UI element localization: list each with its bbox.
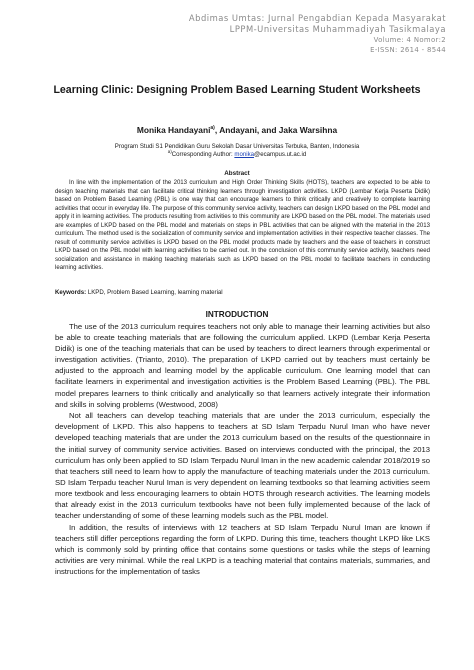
corresponding-author <box>40 151 434 159</box>
author-list <box>40 124 434 136</box>
paper-title: Learning Clinic: Designing Problem Based Learning Student Worksheets <box>53 84 421 96</box>
paragraph: The use of the 2013 curriculum requires teachers not only able to manage their learning activities but also be able to create teaching materials that are following the curriculum applied. LKPD (Lembar Kerja Peserta Didik) is one of the teaching materials that can be used by teachers to direct learners through experimental or investigation activities. (Trianto, 2010). The preparation of LKPD carried out by teachers must certainly be adjusted to the approach and learning model by the applicable curriculum. One learning model that can facilitate learners in experimental and investigation activities is the Problem Based Learning (PBL). The PBL model prepares learners to think critically and analytically so that learners actively integrate their information and skills in solving problems (Westwood, 2008) <box>55 322 430 409</box>
journal-name: Abdimas Umtas: Jurnal Pengabdian Kepada Masyarakat <box>188 13 446 23</box>
email-link[interactable]: monika <box>234 151 255 159</box>
email-domain: @ecampus.ut.ac.id <box>254 151 307 159</box>
author-1: Monika Handayani <box>136 125 211 135</box>
paragraph: In addition, the results of interviews with 12 teachers at SD Islam Terpadu Nurul Iman are known if teachers still differ perceptions regarding the form of LKPD. During this time, teachers thought LKPD like LKS which is commonly sold by printing office that contains some questions or tasks while the steps of learning activities are very minimal. While the real LKPD is a teaching material that contains materials, summaries, and instructions for the implementation of tasks <box>55 522 430 577</box>
corr-label: Corresponding Author: <box>171 151 235 159</box>
other-authors: , Andayani, and Jaka Warsihna <box>214 125 338 135</box>
affiliation-block <box>40 143 434 160</box>
paragraph: Not all teachers can develop teaching materials that are under the 2013 curriculum, especially the development of LKPD. This also happens to teachers at SD Islam Terpadu Nurul Iman who have never developed teaching materials that are under the 2013 curriculum based on the results of the questionnaire in the initial survey of community service activities. Based on interviews conducted with the principal, the 2013 curriculum has only been applied to SD Islam Terpadu Nurul Iman in the new academic calendar 2018/2019 so that teachers still need to learn how to apply the manufacture of teaching materials under the 2013 curriculum. SD Islam Terpadu teacher Nurul Iman is very dependent on learning textbooks so that learning activities seem more textbook and less encouraging learners to obtain HOTS through research activities. The learning models that already exist in the 2013 curriculum textbooks have not been fully implemented because of the lack of teacher understanding of some of these learning models such as the PBL model. <box>55 411 430 521</box>
keywords-label: Keywords: <box>55 289 87 296</box>
section-heading-introduction: INTRODUCTION <box>205 310 269 319</box>
author-1-marker: a) <box>210 125 215 132</box>
institution: Program Studi S1 Pendidikan Guru Sekolah Dasar Universitas Terbuka, Banten, Indonesia <box>114 143 360 150</box>
corr-marker: a) <box>167 149 172 155</box>
journal-publisher: LPPM-Universitas Muhammadiyah Tasikmalaya <box>229 24 446 34</box>
journal-volume: Volume: 4 Nomor:2 <box>373 36 446 44</box>
keywords <box>55 289 430 298</box>
journal-header <box>189 13 446 55</box>
abstract-text: In line with the implementation of the 2013 curriculum and High Order Thinking Skills (HOTS), teachers are expected to be able to design teaching materials that can facilitate critical thinking learners through investigation activities. LKPD (Lembar Kerja Peserta Didik) based on Problem Based Learning (PBL) is one way that can encourage learners to think critically and creatively to complete learning activities that occur in everyday life. The purpose of this community service activity, teachers can design LKPD based on the PBL model and apply it in learning activities. The products resulting from activities to this community are LKPD based on the PBL model. The materials used are examples of LKPD based on the PBL model and materials on steps in PBL activities that can be aligned with the material in the 2013 curriculum. The method used is the socialization of community service and implementation activities in their respective teacher classes. The result of community service activities is LKPD based on the PBL model products made by teachers and the ease of teachers in construct LKPD based on the PBL model with learning activities to be carried out. In the conclusion of this community service activity, teachers need socialization and assistance in making teaching materials such as LKPD based on the PBL model to facilitate teachers in conducting learning activities. <box>55 180 430 272</box>
journal-issn: E-ISSN: 2614 - 8544 <box>370 46 446 55</box>
abstract-heading: Abstract <box>224 170 250 177</box>
introduction-body <box>55 321 430 578</box>
keywords-list: LKPD, Problem Based Learning, learning material <box>86 289 223 296</box>
